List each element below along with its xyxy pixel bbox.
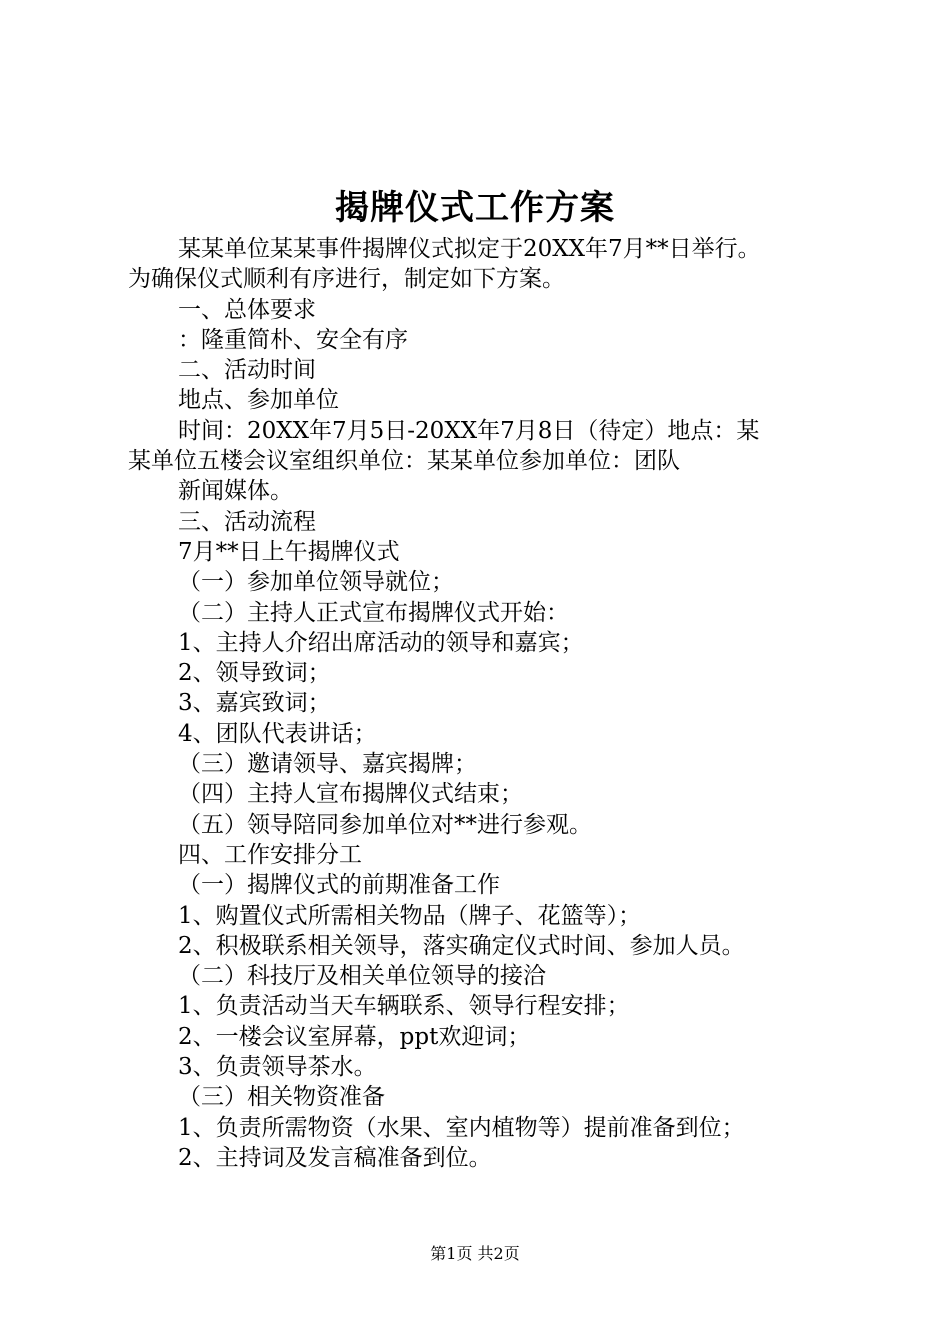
list-item: （二）主持人正式宣布揭牌仪式开始： — [178, 599, 569, 626]
paragraph-line: 新闻媒体。 — [178, 478, 293, 505]
section-heading: 一、总体要求 — [178, 296, 316, 323]
list-item: 2、领导致词； — [178, 660, 331, 687]
list-item: （一）参加单位领导就位； — [178, 569, 454, 596]
paragraph-line: ：隆重简朴、安全有序 — [178, 326, 408, 353]
list-item: 2、一楼会议室屏幕，ppt欢迎词； — [178, 1023, 531, 1050]
paragraph-line: 时间：20XX年7月5日-20XX年7月8日（待定）地点：某 — [178, 417, 760, 444]
list-item: （五）领导陪同参加单位对**进行参观。 — [178, 811, 592, 838]
list-item: 1、负责活动当天车辆联系、领导行程安排； — [178, 993, 630, 1020]
list-item: （三）相关物资准备 — [178, 1084, 385, 1111]
list-item: 1、负责所需物资（水果、室内植物等）提前准备到位； — [178, 1114, 745, 1141]
list-item: （三）邀请领导、嘉宾揭牌； — [178, 751, 477, 778]
list-item: （四）主持人宣布揭牌仪式结束； — [178, 781, 523, 808]
paragraph-line: 为确保仪式顺利有序进行，制定如下方案。 — [128, 266, 565, 293]
list-item: 3、负责领导茶水。 — [178, 1054, 377, 1081]
list-item: 1、主持人介绍出席活动的领导和嘉宾； — [178, 629, 584, 656]
paragraph-line: 7月**日上午揭牌仪式 — [178, 538, 400, 565]
paragraph-line: 地点、参加单位 — [178, 387, 339, 414]
section-heading: 三、活动流程 — [178, 508, 316, 535]
page-footer: 第1页 共2页 — [430, 1244, 520, 1263]
list-item: （二）科技厅及相关单位领导的接洽 — [178, 963, 546, 990]
list-item: 2、主持词及发言稿准备到位。 — [178, 1144, 492, 1171]
list-item: （一）揭牌仪式的前期准备工作 — [178, 872, 500, 899]
list-item: 3、嘉宾致词； — [178, 690, 331, 717]
list-item: 2、积极联系相关领导，落实确定仪式时间、参加人员。 — [178, 932, 745, 959]
paragraph-line: 某单位五楼会议室组织单位：某某单位参加单位：团队 — [128, 448, 680, 475]
document-body — [128, 234, 838, 1173]
list-item: 4、团队代表讲话； — [178, 720, 377, 747]
paragraph-line: 某某单位某某事件揭牌仪式拟定于20XX年7月**日举行。 — [178, 236, 761, 262]
document-title: 揭牌仪式工作方案 — [335, 188, 615, 228]
list-item: 1、购置仪式所需相关物品（牌子、花篮等）； — [178, 902, 642, 929]
section-heading: 二、活动时间 — [178, 357, 316, 384]
section-heading: 四、工作安排分工 — [178, 841, 362, 868]
